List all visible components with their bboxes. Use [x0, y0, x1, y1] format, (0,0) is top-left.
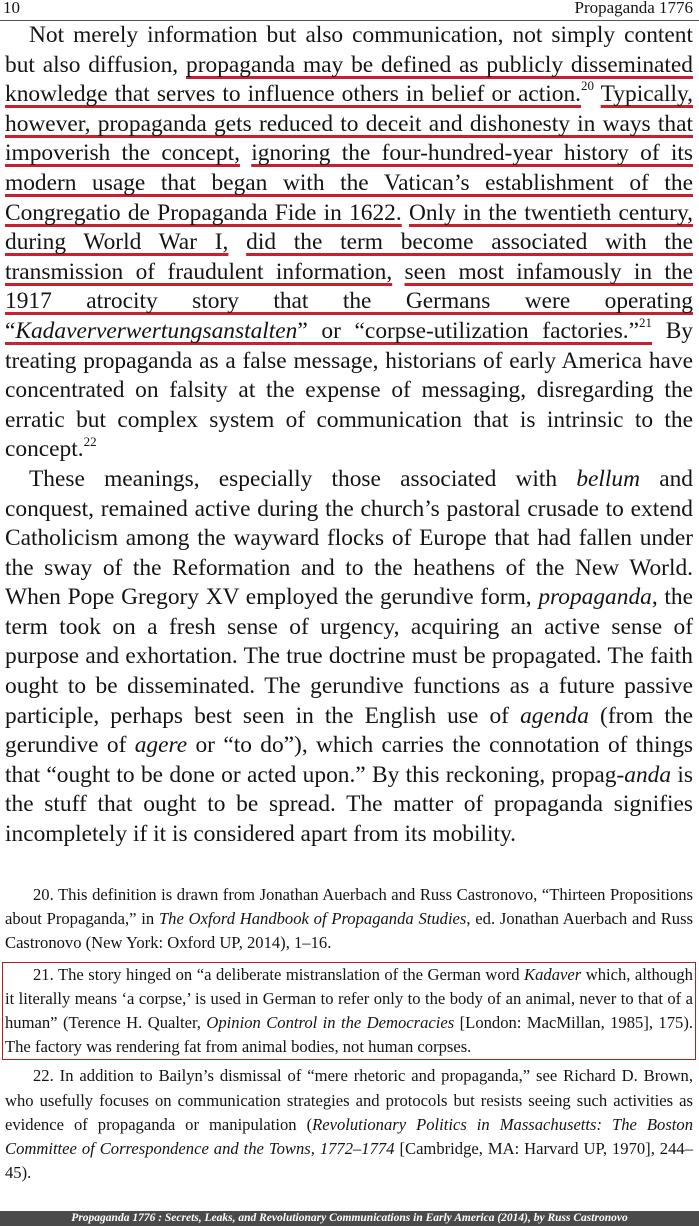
footnote-ref-21[interactable]: 21	[639, 315, 653, 331]
paragraph-1: Not merely information but also communication, not simply content but also diffusion, propaganda may be defined as publicly disseminated knowledge that serves to influence others in belief or action.$^{20}$ Typically, however, propaganda gets reduced to deceit and dishonesty in ways that impoverish the concept, ignoring the four-hundred-year history of its modern usage that began with the Vatican’s establishment of the Congregatio de Propaganda Fide in 1622. Only in the twentieth century, during World War I, did the term become associated with the transmission of fraudulent information, seen most infamously in the 1917 atrocity story that the Germans were operating “Kadaververwertungsanstalten” or “corpse-utilization factories.”$^{21}$ By treating propaganda as a false message, historians of early America have concentrated on falsity at the expense of messaging, disregarding the erratic but complex system of communication that is intrinsic to the concept.$^{22}$	[5, 22, 693, 463]
footnote-ref-20[interactable]: 20	[581, 78, 595, 94]
highlighted-text: seen most infamously in the 1917 atrocity story that the Germans were operating “Kadaververwertungsanstalten” or “corpse-utilization factories.”$^{21}$	[5, 258, 693, 344]
footnote-20: 20. This definition is drawn from Jonathan Auerbach and Russ Castronovo, “Thirteen Propositions about Propaganda,” in The Oxford Handbook of Propaganda Studies, ed. Jonathan Auerbach and Russ Castronovo (New York: Oxford UP, 2014), 1–16.	[5, 885, 693, 953]
footnote-22: 22. In addition to Bailyn’s dismissal of “mere rhetoric and propaganda,” see Richard D. Brown, who usefully focuses on communication strategies and protocols but resists seeing such activities as evidence of propaganda or manipulation (Revolutionary Politics in Massachusetts: The Boston Committee of Correspondence and the Towns, 1772–1774 [Cambridge, MA: Harvard UP, 1970], 244–45).	[5, 1066, 693, 1183]
running-title: Propaganda 1776	[574, 0, 693, 17]
highlighted-text: propaganda may be defined as publicly disseminated knowledge that serves to influence others in belief or action.	[5, 51, 693, 108]
highlighted-text: during World War I,	[5, 229, 229, 256]
citation-footer: Propaganda 1776 : Secrets, Leaks, and Revolutionary Communications in Early America (2014), by Russ Castronovo	[0, 1211, 699, 1226]
highlighted-text: Only in the twentieth century,	[408, 199, 693, 226]
footnote-21: 21. The story hinged on “a deliberate mistranslation of the German word Kadaver which, although it literally means ‘a corpse,’ is used in German to refer only to the body of an animal, never to that of a human” (Terence H. Qualter, Opinion Control in the Democracies [London: MacMillan, 1985], 175). The factory was rendering fat from animal bodies, not human corpses.	[2, 962, 696, 1061]
running-head	[0, 0, 699, 21]
page-number: 10	[3, 0, 20, 17]
highlighted-text: Typically, however, propaganda gets reduced to deceit and dishonesty in ways that impoverish the concept,	[5, 81, 693, 167]
footnote-ref-22[interactable]: 22	[83, 433, 97, 449]
footnotes	[5, 883, 693, 1185]
highlighted-text: ignoring the four-hundred-year history of its modern usage that began with the Vatican’s establishment of the Congregatio de Propaganda Fide in 1622.	[5, 140, 693, 226]
body-text	[5, 21, 693, 850]
highlighted-text: did the term become associated with the transmission of fraudulent information,	[5, 229, 693, 285]
paragraph-2: These meanings, especially those associated with bellum and conquest, remained active during the church’s pastoral crusade to extend Catholicism among the wayward flocks of Europe that had fallen under the sway of the Reformation and to the heathens of the New World. When Pope Gregory XV employed the gerundive form, propaganda, the term took on a fresh sense of urgency, acquiring an active sense of purpose and exhortation. The true doctrine must be propagated. The faith ought to be disseminated. The gerundive functions as a future passive participle, perhaps best seen in the English use of agenda (from the gerundive of agere or “to do”), which carries the connotation of things that “ought to be done or acted upon.” By this reckoning, propag-anda is the stuff that ought to be spread. The matter of propaganda signifies incompletely if it is considered apart from its mobility.	[5, 465, 694, 848]
